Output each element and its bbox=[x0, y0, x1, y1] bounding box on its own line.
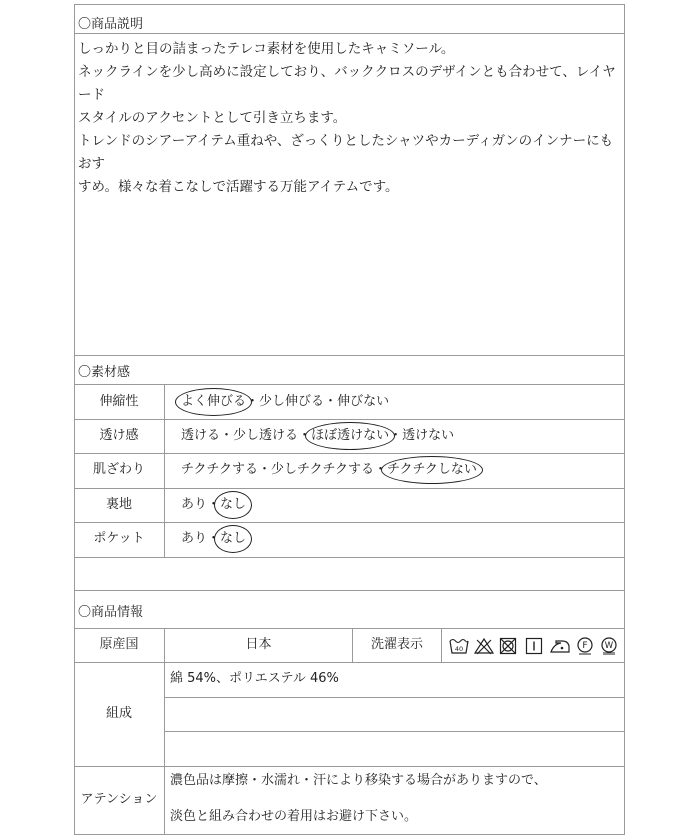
option-separator: ・ bbox=[246, 394, 260, 409]
material-option: 伸びない bbox=[337, 394, 390, 409]
column-divider bbox=[164, 384, 165, 557]
material-row-options bbox=[181, 531, 246, 547]
attention-label: アテンション bbox=[80, 792, 158, 807]
divider bbox=[74, 766, 625, 767]
material-option-selected: よく伸びる bbox=[181, 394, 247, 409]
divider bbox=[74, 384, 625, 385]
material-row-label: ポケット bbox=[93, 531, 145, 546]
no-tumble-dry-icon bbox=[499, 637, 517, 655]
divider bbox=[74, 628, 625, 629]
option-separator: ・ bbox=[324, 394, 338, 409]
attention-text: 淡色と組み合わせの着用はお避け下さい。 bbox=[170, 809, 418, 824]
option-separator: ・ bbox=[207, 497, 221, 512]
material-option: 少し伸びる bbox=[259, 394, 325, 409]
description-line: スタイルのアクセントとして引き立ちます。 bbox=[78, 110, 347, 126]
material-row-options bbox=[181, 497, 246, 513]
divider bbox=[74, 557, 625, 558]
product-info-heading: 〇商品情報 bbox=[78, 605, 144, 620]
material-option-selected: なし bbox=[220, 497, 247, 512]
divider bbox=[165, 731, 625, 732]
divider bbox=[74, 590, 625, 591]
composition-value: 綿 54%、ポリエステル 46% bbox=[170, 671, 339, 686]
wash-temp-text: 40 bbox=[454, 645, 464, 653]
description-line: すめ。様々な着こなしで活躍する万能アイテムです。 bbox=[78, 179, 399, 195]
material-option-selected: チクチクしない bbox=[386, 462, 477, 477]
divider bbox=[74, 33, 625, 34]
material-option: 少しチクチクする bbox=[270, 462, 374, 477]
material-row-options bbox=[181, 428, 454, 444]
divider bbox=[74, 662, 625, 663]
option-separator: ・ bbox=[220, 428, 234, 443]
option-separator: ・ bbox=[298, 428, 312, 443]
material-row-label: 伸縮性 bbox=[99, 394, 139, 409]
column-divider bbox=[164, 628, 165, 835]
care-label: 洗濯表示 bbox=[370, 637, 423, 652]
iron-low-icon bbox=[549, 637, 571, 655]
description-line: しっかりと目の詰まったテレコ素材を使用したキャミソール。 bbox=[78, 41, 455, 57]
wet-clean-letter: W bbox=[604, 641, 614, 651]
description-line: トレンドのシアーアイテム重ねや、ざっくりとしたシャツやカーディガンのインナーにもおす bbox=[78, 133, 614, 172]
dry-clean-letter: F bbox=[582, 641, 588, 651]
description-body bbox=[78, 38, 623, 199]
composition-label: 組成 bbox=[105, 706, 132, 721]
column-divider bbox=[441, 628, 442, 662]
material-option: あり bbox=[181, 497, 208, 512]
divider bbox=[74, 522, 625, 523]
wash-40-icon bbox=[449, 637, 469, 655]
material-row-options bbox=[181, 394, 389, 410]
divider bbox=[74, 355, 625, 356]
attention-text: 濃色品は摩擦・水濡れ・汗により移染する場合がありますので、 bbox=[170, 773, 547, 788]
material-option: チクチクする bbox=[181, 462, 258, 477]
divider bbox=[74, 419, 625, 420]
material-heading: 〇素材感 bbox=[78, 365, 131, 380]
divider bbox=[74, 453, 625, 454]
material-row-label: 透け感 bbox=[99, 428, 139, 443]
material-row-label: 肌ざわり bbox=[92, 462, 145, 477]
material-option: あり bbox=[181, 531, 208, 546]
material-option-selected: ほぼ透けない bbox=[311, 428, 390, 443]
origin-label: 原産国 bbox=[99, 637, 139, 652]
material-option: 透けない bbox=[402, 428, 455, 443]
material-option: 透ける bbox=[181, 428, 221, 443]
material-option-selected: なし bbox=[220, 531, 247, 546]
divider bbox=[165, 697, 625, 698]
option-separator: ・ bbox=[373, 462, 387, 477]
option-separator: ・ bbox=[257, 462, 271, 477]
material-row-label: 裏地 bbox=[105, 497, 132, 512]
line-dry-icon bbox=[525, 637, 543, 655]
origin-value: 日本 bbox=[245, 637, 272, 652]
option-separator: ・ bbox=[389, 428, 403, 443]
dry-clean-f-icon bbox=[576, 637, 594, 655]
description-heading: 〇商品説明 bbox=[78, 17, 144, 32]
option-separator: ・ bbox=[207, 531, 221, 546]
description-line: ネックラインを少し高めに設定しており、バッククロスのデザインとも合わせて、レイヤード bbox=[78, 64, 616, 103]
material-option: 少し透ける bbox=[233, 428, 299, 443]
material-row-options bbox=[181, 462, 477, 478]
divider bbox=[74, 488, 625, 489]
no-bleach-icon bbox=[474, 637, 494, 655]
wet-clean-w-icon bbox=[600, 637, 618, 655]
